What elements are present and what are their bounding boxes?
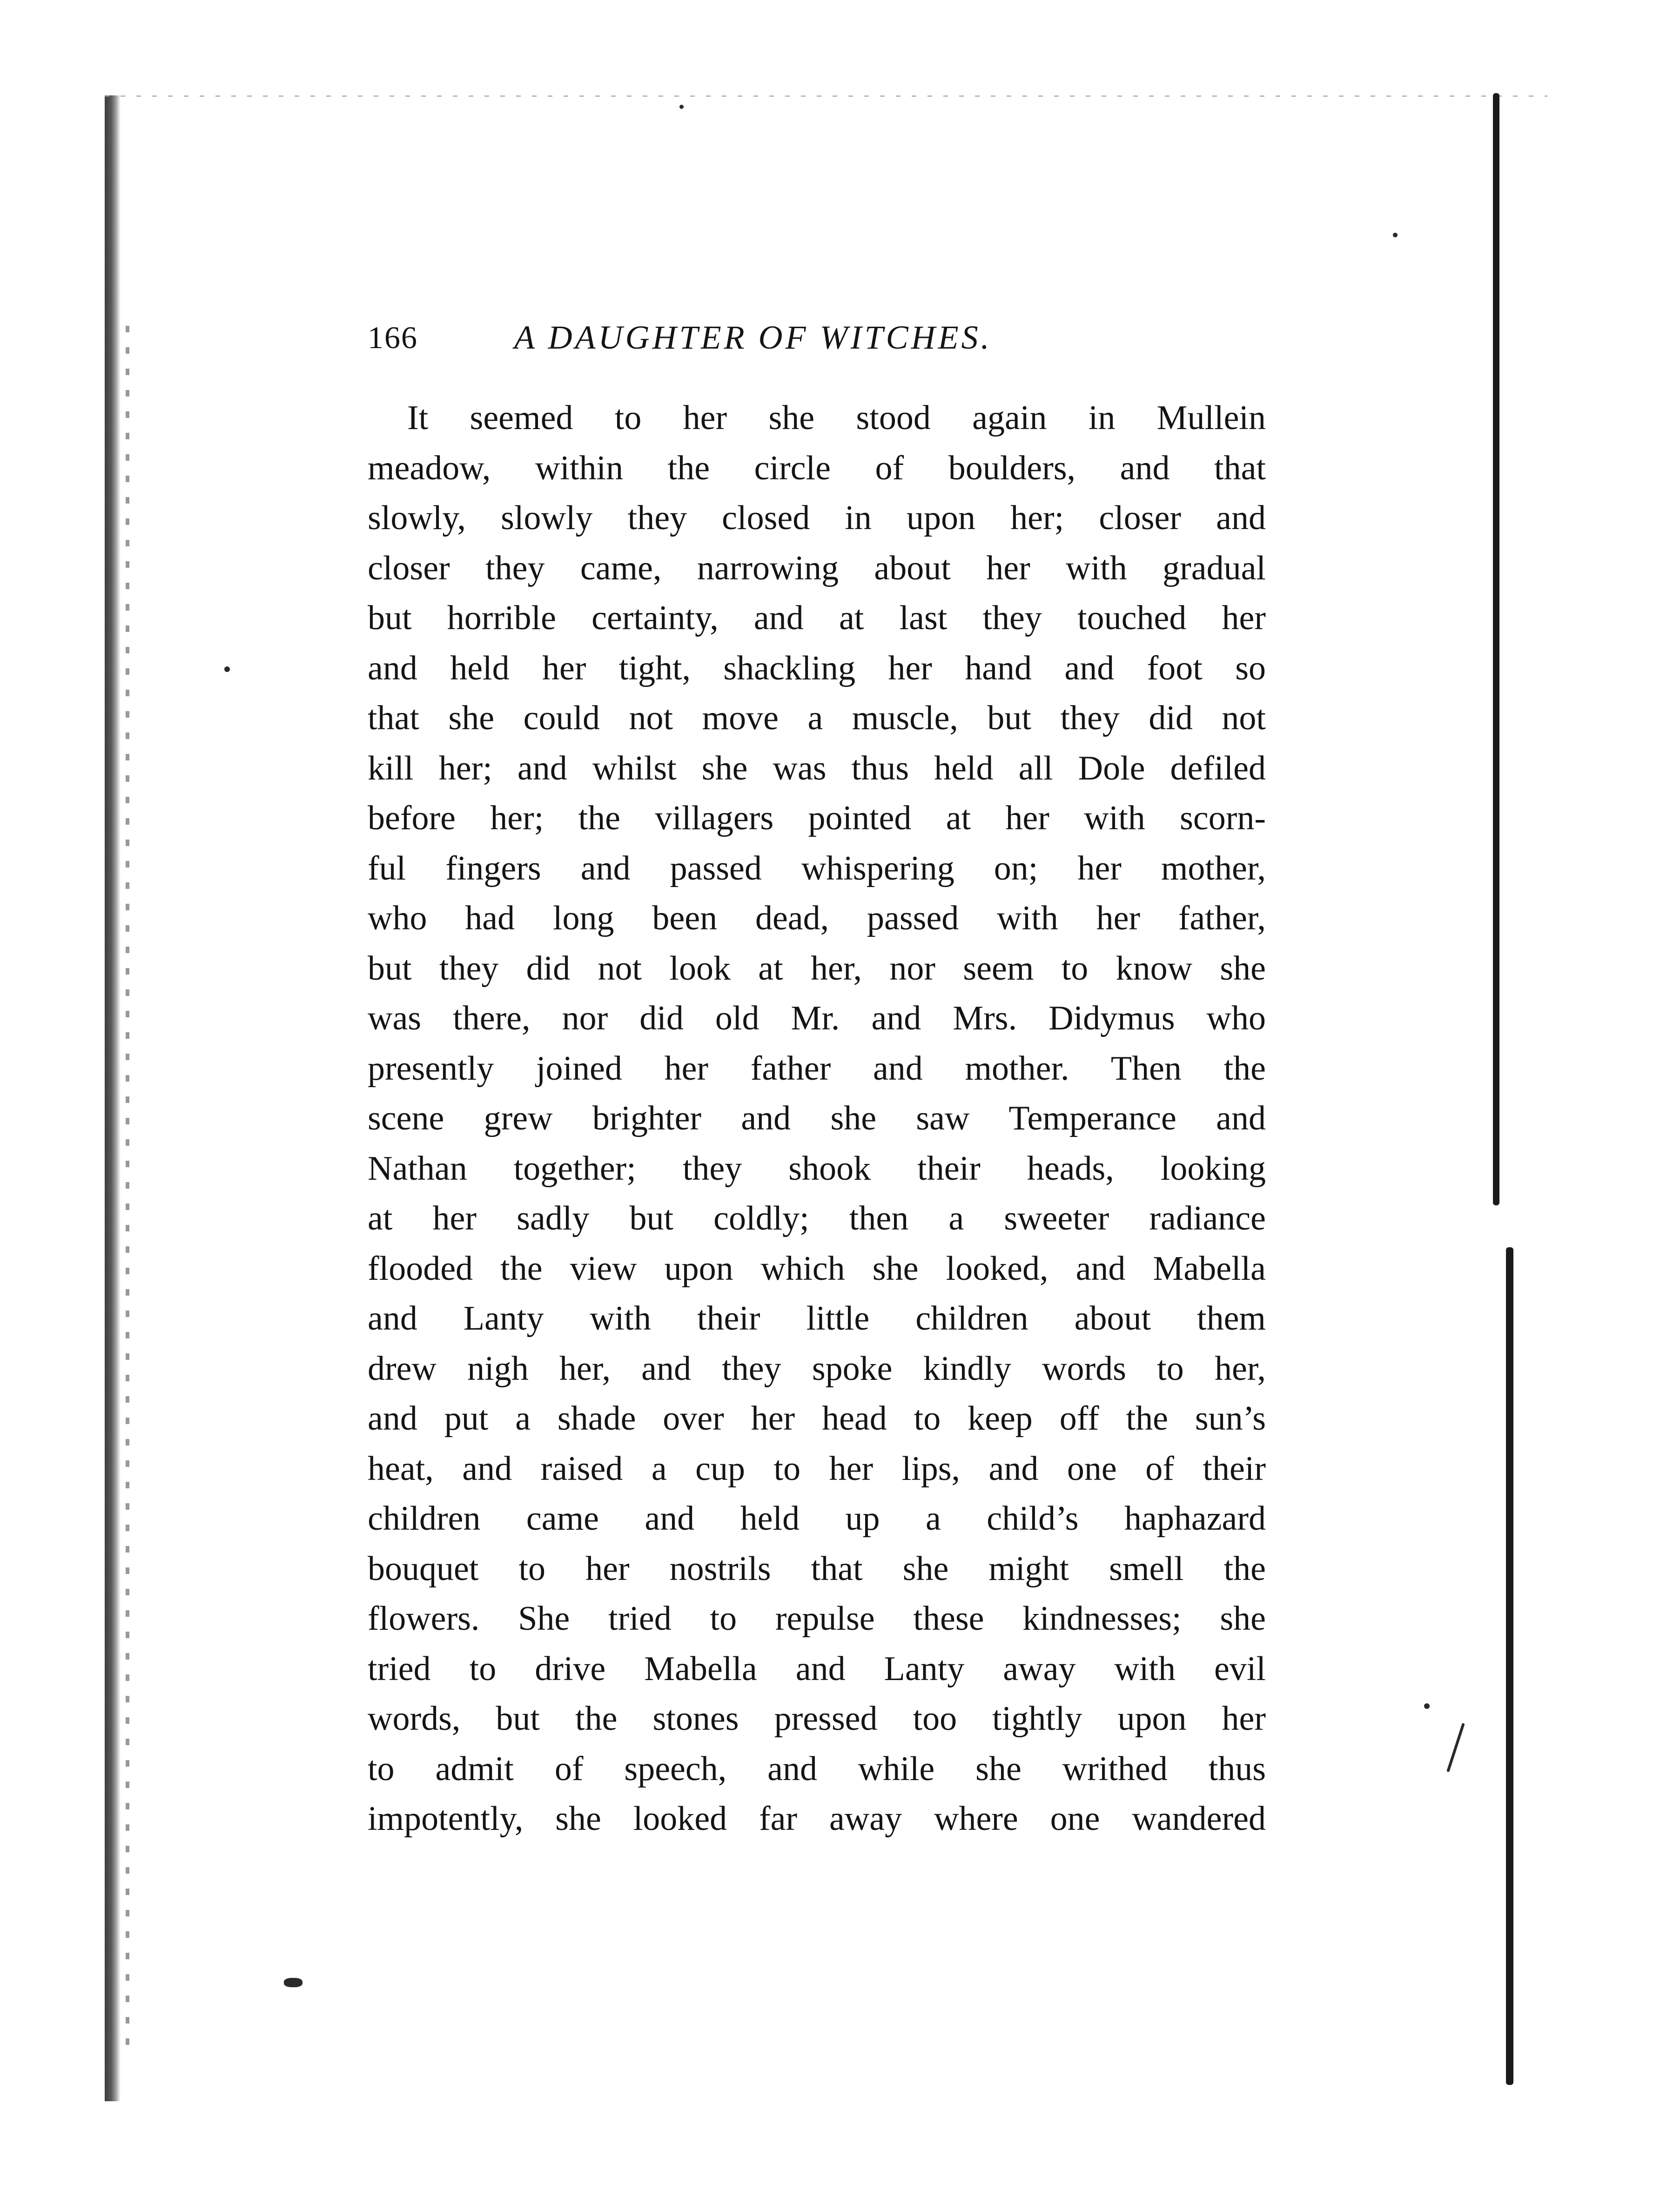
text-line: words, but the stones pressed too tightly upon her <box>368 1700 1266 1738</box>
text-line: that she could not move a muscle, but they did not <box>368 699 1266 737</box>
text-line: and Lanty with their little children about them <box>368 1299 1266 1338</box>
body-text <box>368 393 1266 1844</box>
text-line: but horrible certainty, and at last they touched her <box>368 599 1266 637</box>
running-header <box>368 312 1187 363</box>
text-line: drew nigh her, and they spoke kindly words to her, <box>368 1349 1266 1388</box>
scan-edge-top <box>105 95 1547 97</box>
text-line: presently joined her father and mother. Then the <box>368 1049 1266 1088</box>
text-line: bouquet to her nostrils that she might smell the <box>368 1549 1266 1588</box>
text-line: kill her; and whilst she was thus held all Dole defiled <box>368 749 1266 787</box>
text-line: tried to drive Mabella and Lanty away with evil <box>368 1649 1266 1688</box>
scan-speck <box>679 105 684 109</box>
text-line: at her sadly but coldly; then a sweeter radiance <box>368 1199 1266 1237</box>
text-line: slowly, slowly they closed in upon her; closer and <box>368 499 1266 537</box>
text-line: meadow, within the circle of boulders, and that <box>368 449 1266 487</box>
scan-edge-left-dashes <box>126 326 129 2048</box>
scan-speck <box>224 666 230 672</box>
text-line: ful fingers and passed whispering on; her mother, <box>368 849 1266 887</box>
text-line: was there, nor did old Mr. and Mrs. Didymus who <box>368 999 1266 1037</box>
text-line: scene grew brighter and she saw Temperance and <box>368 1099 1266 1137</box>
scan-speck <box>284 1978 302 1987</box>
scan-mark <box>1446 1723 1465 1772</box>
text-line: children came and held up a child’s haphazard <box>368 1499 1266 1538</box>
running-title: A DAUGHTER OF WITCHES. <box>514 319 992 356</box>
text-line: impotently, she looked far away where one wandered <box>368 1800 1266 1838</box>
text-line: to admit of speech, and while she writhed thus <box>368 1749 1266 1788</box>
scan-edge-right-upper <box>1493 93 1499 1205</box>
text-line: and held her tight, shackling her hand and foot so <box>368 649 1266 687</box>
text-line: before her; the villagers pointed at her with scorn- <box>368 799 1266 837</box>
text-line: flowers. She tried to repulse these kindnesses; she <box>368 1600 1266 1638</box>
scan-edge-right-lower <box>1506 1247 1513 2085</box>
scan-speck <box>1393 233 1398 237</box>
page-number: 166 <box>368 320 418 355</box>
text-line: closer they came, narrowing about her with gradual <box>368 549 1266 587</box>
text-line: Nathan together; they shook their heads, looking <box>368 1149 1266 1188</box>
text-line: It seemed to her she stood again in Mullein <box>407 399 1266 437</box>
scan-edge-left <box>105 95 121 2101</box>
text-line: who had long been dead, passed with her father, <box>368 899 1266 937</box>
text-line: and put a shade over her head to keep off the sun’s <box>368 1399 1266 1438</box>
text-line: but they did not look at her, nor seem to know she <box>368 949 1266 988</box>
text-line: flooded the view upon which she looked, and Mabella <box>368 1249 1266 1288</box>
text-line: heat, and raised a cup to her lips, and one of their <box>368 1449 1266 1488</box>
scan-speck <box>1424 1703 1430 1709</box>
